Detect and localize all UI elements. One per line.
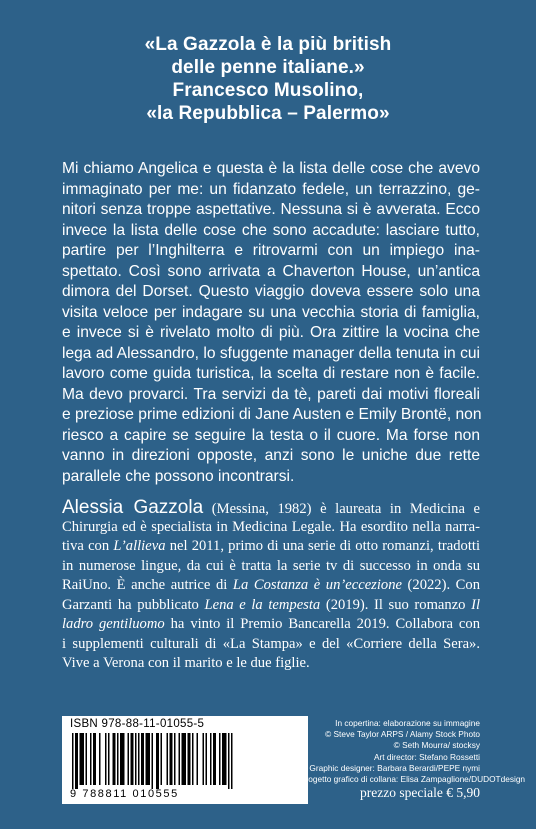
bio-line: Vive a Verona con il marito e le due figlie. — [62, 655, 310, 671]
credit-line: In copertina: elaborazione su immagine — [335, 718, 480, 728]
blurb-line: riesco a capire se seguire la testa o il cuore. Ma forse non — [62, 426, 480, 444]
barcode-bar — [72, 733, 74, 789]
barcode-bar — [210, 733, 212, 785]
barcode-bar — [197, 733, 199, 785]
barcode-bar — [146, 733, 151, 785]
bio-text: nel 2011, primo di una serie di otto romanzi, tradotti — [165, 538, 480, 554]
barcode-bar — [206, 733, 208, 785]
blurb-line: invece la lista delle cose che sono accadute: lasciare tutto, — [62, 221, 480, 239]
blurb-line: immaginato per me: un fidanzato fedele, un terrazzino, ge- — [62, 180, 480, 198]
quote-line-2: delle penne italiane.» — [171, 57, 365, 78]
bio-line: Chirurgia ed è specialista in Medicina Legale. Ha esordito nella narra- — [62, 518, 480, 535]
barcode-digits: 9 788811 010555 — [70, 788, 179, 800]
book-title: ladro gentiluomo — [62, 616, 165, 632]
bio-line: in numerose lingue, da cui è tratta la serie tv di successo in onda su — [62, 557, 480, 574]
barcode-bar — [156, 733, 159, 789]
quote-line-1: «La Gazzola è la più british — [144, 34, 392, 55]
barcode-bar — [152, 733, 154, 789]
barcode-bar — [161, 733, 163, 785]
book-title: La Costanza è un’eccezione — [232, 577, 402, 593]
bio-line: i supplementi culturali di «La Stampa» e del «Corriere della Sera». — [62, 635, 480, 652]
blurb-line: vanno in direzioni opposte, anzi sono le uniche due rette — [62, 447, 480, 464]
book-blurb — [62, 159, 480, 487]
barcode-bar — [135, 733, 137, 785]
blurb-line: lavoro come guida turistica, la scelta di restare non è facile. — [62, 365, 480, 382]
isbn-number: ISBN 978-88-11-01055-5 — [70, 718, 205, 730]
barcode-bar — [117, 733, 119, 785]
barcode-bar — [141, 733, 144, 785]
barcode-bar — [219, 733, 221, 785]
blurb-line: lega ad Alessandro, lo sfuggente manager della tenuta in cui — [62, 344, 480, 362]
barcode-bar — [182, 733, 187, 785]
barcode-bar — [108, 733, 110, 785]
blurb-line: nitori senza troppe aspettative. Nessuna si è avverata. Ecco — [62, 201, 480, 218]
blurb-line: dimora del Dorset. Questo viaggio doveva essere solo una — [62, 283, 480, 300]
blurb-line: visita veloce per indagare su una vecchia storia di famiglia, — [62, 303, 480, 321]
barcode-bar — [213, 733, 216, 785]
barcode-icon — [72, 733, 298, 789]
blurb-line: spettato. Così sono arrivata a Chaverton House, un’antica — [62, 262, 480, 280]
barcode-bar — [174, 733, 176, 785]
review-quote — [60, 33, 476, 125]
bio-text: (2022). Con — [401, 577, 481, 593]
barcode-bar — [86, 733, 88, 785]
blurb-line: partire per l’Inghilterra e ritrovarmi con un impiego ina- — [62, 242, 480, 259]
barcode-bar — [90, 733, 92, 785]
blurb-line: e preziose prime edizioni di Jane Austen e Emily Brontë, non — [62, 406, 482, 423]
bio-line — [62, 576, 480, 596]
quote-attribution: Francesco Musolino, — [172, 80, 364, 101]
barcode-bar — [105, 733, 107, 785]
barcode-bar — [228, 733, 230, 789]
barcode-bar — [80, 733, 85, 785]
price-label: prezzo speciale € 5,90 — [360, 785, 480, 800]
blurb-line: e invece si è rivelato molto di più. Ora zittire la vocina che — [62, 324, 480, 341]
barcode-bar — [222, 733, 227, 785]
book-title: Il — [471, 596, 481, 613]
bio-text: tiva con — [62, 538, 114, 554]
bio-line — [62, 498, 480, 518]
quote-source: «la Repubblica – Palermo» — [146, 103, 390, 124]
author-bio — [62, 498, 480, 674]
barcode-bar — [131, 733, 134, 785]
bio-line — [62, 596, 480, 616]
bio-text: (Messina, 1982) è laureata in Medicina e — [203, 501, 480, 517]
barcode-bar — [192, 733, 194, 785]
barcode-bar — [179, 733, 181, 785]
blurb-line: Mi chiamo Angelica e questa è la lista delle cose che avevo — [62, 160, 480, 177]
barcode-bar — [203, 733, 205, 785]
book-title: L’allieva — [113, 538, 166, 554]
barcode-bar — [99, 733, 101, 785]
cover-credits — [300, 718, 526, 785]
barcode-bar — [128, 733, 130, 785]
blurb-line: Ma devo provarci. Tra servizi da tè, pareti dai motivi floreali — [62, 385, 480, 403]
bio-text: (2019). Il suo romanzo — [320, 596, 472, 613]
barcode-bar — [138, 733, 140, 785]
barcode-bar — [170, 733, 173, 785]
author-name: Alessia Gazzola — [62, 497, 204, 518]
credit-line: Progetto grafico di collana: Elisa Zampaglione/DUDOTdesign — [300, 774, 526, 785]
blurb-line: parallele che possono incontrarsi. — [62, 467, 295, 485]
barcode-bar — [167, 733, 169, 785]
bio-text: RaiUno. È anche autrice di — [62, 577, 233, 593]
bio-text: ha vinto il Premio Bancarella 2019. Collabora con — [164, 616, 480, 632]
barcode-bar — [188, 733, 191, 785]
barcode-bar — [120, 733, 125, 785]
bio-line — [62, 537, 480, 557]
barcode-bar — [113, 733, 116, 785]
book-title: Lena e la tempesta — [204, 596, 321, 613]
isbn-barcode — [62, 716, 308, 804]
credit-line: © Seth Mourra/ stocksy — [393, 740, 480, 751]
credit-line: © Steve Taylor ARPS / Alamy Stock Photo — [325, 729, 480, 740]
credit-line: Graphic designer: Barbara Berardi/PEPE nymi — [309, 762, 480, 773]
barcode-bar — [93, 733, 96, 785]
barcode-bar — [75, 733, 78, 789]
bio-line — [62, 615, 480, 635]
bio-text: Garzanti ha pubblicato — [62, 596, 205, 613]
barcode-bar — [231, 733, 233, 789]
credit-line: Art director: Stefano Rossetti — [373, 751, 480, 762]
